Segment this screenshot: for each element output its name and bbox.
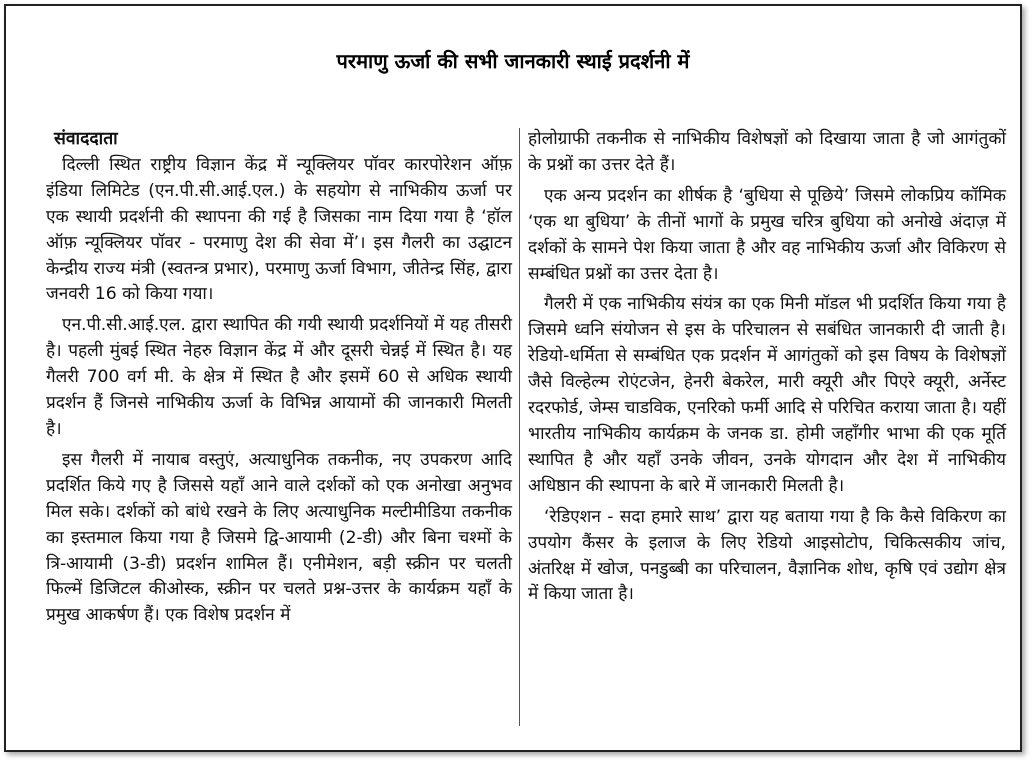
column-divider <box>519 128 520 726</box>
right-column <box>528 127 1006 727</box>
paragraph: एक अन्य प्रदर्शन का शीर्षक है ‘बुधिया से पूछिये’ जिसमे लोकप्रिय कॉमिक ‘एक था बुधिया’ के तीनों भागों के प्रमुख चरित्र बुधिया को अनोखे अंदाज़ में दर्शकों के सामने पेश किया जाता है और वह नाभिकीय ऊर्जा और विकिरण से सम्बंधित प्रश्नों का उत्तर देता है। <box>528 185 1006 284</box>
headline: परमाणु ऊर्जा की सभी जानकारी स्थाई प्रदर्शनी में <box>336 49 690 73</box>
paragraph: ‘रेडिएशन - सदा हमारे साथ’ द्वारा यह बताया गया है कि कैसे विकिरण का उपयोग कैंसर के इलाज के लिए रेडियो आइसोटोप, चिकित्सकीय जांच, अंतरिक्ष में खोज, पनडुब्बी का परिचालन, वैज्ञानिक शोध, कृषि एवं उद्योग क्षेत्र में किया जाता है। <box>528 506 1006 605</box>
paragraph: एन.पी.सी.आई.एल. द्वारा स्थापित की गयी स्थायी प्रदर्शनियों में यह तीसरी है। पहली मुंबई स्थित नेहरु विज्ञान केंद्र में और दूसरी चेन्नई में स्थित है। यह गैलरी 700 वर्ग मी. के क्षेत्र में स्थित है और इसमें 60 से अधिक स्थायी प्रदर्शन हैं जिनसे नाभिकीय ऊर्जा के विभिन्न आयामों की जानकारी मिलती है। <box>46 315 512 439</box>
paragraph: इस गैलरी में नायाब वस्तुएं, अत्याधुनिक तकनीक, नए उपकरण आदि प्रदर्शित किये गए है जिससे यहाँ आने वाले दर्शकों को एक अनोखा अनुभव मिल सके। दर्शकों को बांधे रखने के लिए अत्याधुनिक मल्टीमीडिया तकनीक का इस्तमाल किया गया है जिसमे द्वि-आयामी (2-डी) और बिना चश्मों के त्रि-आयामी (3-डी) प्रदर्शन शामिल हैं। एनीमेशन, बड़ी स्क्रीन पर चलती फिल्में डिजिटल कीओस्क, स्क्रीन पर चलते प्रश्न-उत्तर के कार्यक्रम यहाँ के प्रमुख आकर्षण हैं। एक विशेष प्रदर्शन में <box>46 449 512 626</box>
paragraph: दिल्ली स्थित राष्ट्रीय विज्ञान केंद्र में न्यूक्लियर पॉवर कारपोरेशन ऑफ़ इंडिया लिमिटेड (एन.पी.सी.आई.एल.) के सहयोग से नाभिकीय ऊर्जा पर एक स्थायी प्रदर्शनी की स्थापना की गई है जिसका नाम दिया गया है ‘हॉल ऑफ़ न्यूक्लियर पॉवर - परमाणु देश की सेवा में’। इस गैलरी का उद्घाटन केन्द्रीय राज्य मंत्री (स्वतन्त्र प्रभार), परमाणु ऊर्जा विभाग, जीतेन्द्र सिंह, द्वारा जनवरी 16 को किया गया। <box>46 154 512 305</box>
newspaper-clipping <box>4 4 1022 752</box>
left-column <box>46 127 512 727</box>
byline: संवाददाता <box>54 129 118 149</box>
paragraph: गैलरी में एक नाभिकीय संयंत्र का एक मिनी मॉडल भी प्रदर्शित किया गया है जिसमे ध्वनि संयोजन से इस के परिचालन से सबंधित जानकारी दी जाती है। रेडियो-धर्मिता से सम्बंधित एक प्रदर्शन में आगंतुकों को इस विषय के विशेषज्ञों जैसे विल्हेल्म रोएंटजेन, हेनरी बेकरेल, मारी क्यूरी और पिएरे क्यूरी, अर्नेस्ट रदरफोर्ड, जेम्स चाडविक, एनरिको फर्मी आदि से परिचित कराया जाता है। यहीं भारतीय नाभिकीय कार्यक्रम के जनक डा. होमी जहाँगीर भाभा की एक मूर्ति स्थापित है और यहाँ उनके जीवन, उनके योगदान और देश में नाभिकीय अधिष्ठान की स्थापना के बारे में जानकारी मिलती है। <box>528 294 1006 496</box>
paragraph: होलोग्राफी तकनीक से नाभिकीय विशेषज्ञों को दिखाया जाता है जो आगंतुकों के प्रश्नों का उत्तर देते हैं। <box>528 129 1006 175</box>
